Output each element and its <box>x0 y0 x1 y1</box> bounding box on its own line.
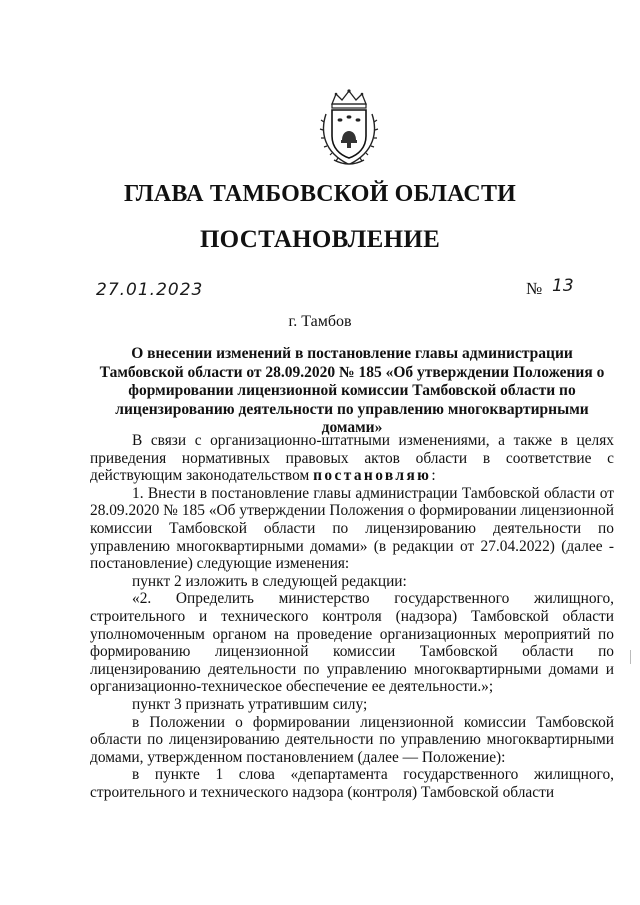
document-number: 13 <box>552 276 574 296</box>
paragraph-2: 1. Внести в постановление главы администрации Тамбовской области от 28.09.2020 № 185 «Об утверждении Положения о формировании лицензионной комиссии Тамбовской области по лицензированию деятельности по управлению многоквартирными домами» (в редакции от 27.04.2022) (далее - постановление) следующие изменения: <box>90 484 614 573</box>
resolve-word: постановляю <box>313 467 432 485</box>
document-type-heading: ПОСТАНОВЛЕНИЕ <box>199 226 441 253</box>
document-title: О внесении изменений в постановление главы администрации Тамбовской области от 28.09.2020 № 185 «Об утверждении Положения о формировании лицензионной комиссии Тамбовской области по лицензированию деятельности по управлению многоквартирными домами» <box>99 345 605 436</box>
paragraph-4: «2. Определить министерство государственного жилищного, строительного и технического контроля (надзора) Тамбовской области уполномоченным органом на проведение организационных мероприятий по формированию лицензионной комиссии Тамбовской области по лицензированию деятельности по управлению многоквартирными домами и организационно-техническое обеспечение ее деятельности.»; <box>90 590 614 696</box>
coat-of-arms-emblem <box>318 88 380 168</box>
paragraph-1-end: : <box>431 467 436 485</box>
paragraph-6: в Положении о формировании лицензионной комиссии Тамбовской области по лицензированию деятельности по управлению многоквартирными домами, утвержденном постановлением (далее — Положение): <box>90 713 614 766</box>
city-line: г. Тамбов <box>288 313 352 330</box>
paragraph-7: в пункте 1 слова «департамента государственного жилищного, строительного и технического надзора (контроля) Тамбовской области <box>90 766 614 801</box>
scan-margin-mark <box>630 650 631 664</box>
paragraph-5: пункт 3 признать утратившим силу; <box>132 695 368 713</box>
authority-heading: ГЛАВА ТАМБОВСКОЙ ОБЛАСТИ <box>123 181 517 207</box>
paragraph-1 <box>90 432 614 485</box>
document-body <box>90 432 614 801</box>
document-date: 27.01.2023 <box>96 280 204 300</box>
paragraph-1-text: В связи с организационно-штатными изменениями, а также в целях приведения нормативных правовых актов области в соответствие с действующим законодательством <box>90 432 614 485</box>
number-label: № <box>526 279 543 298</box>
paragraph-3: пункт 2 изложить в следующей редакции: <box>132 572 407 590</box>
